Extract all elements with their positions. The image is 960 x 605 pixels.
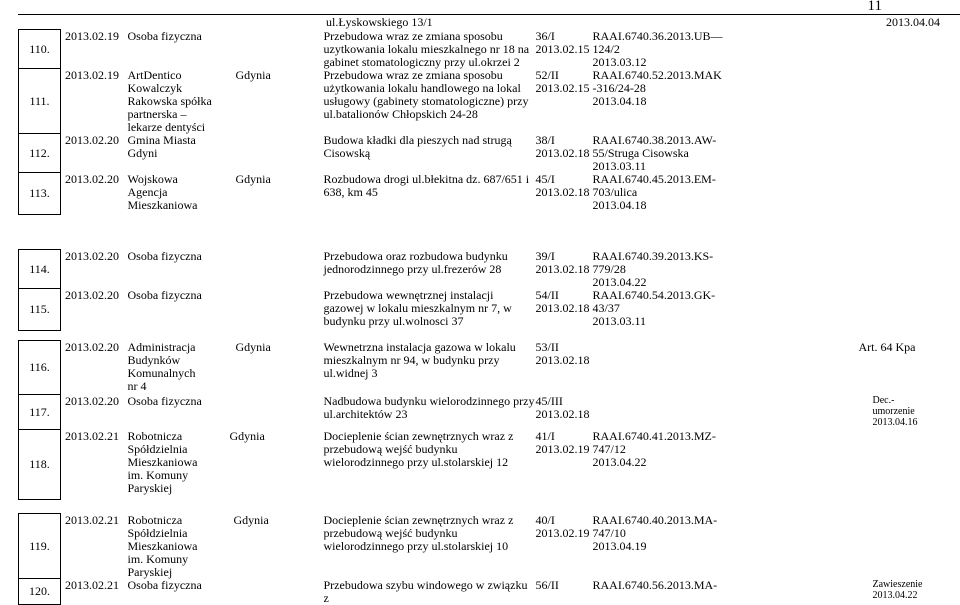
register-group-2 — [18, 249, 960, 331]
row-investor: Wojskowa Agencja Mieszkaniowa — [128, 173, 216, 215]
row-number: 114. — [19, 250, 61, 289]
row-description: Docieplenie ścian zewnętrznych wraz z przebudową wejść budynku wielorodzinnego przy ul.stolarskiej 10 — [324, 514, 536, 579]
header-date: 2013.04.04 — [886, 15, 940, 30]
row-note — [733, 134, 960, 173]
row-description: Przebudowa wraz ze zmiana sposobu uzytkowania lokalu mieszkalnego nr 18 na gabinet stomatologiczny przy ul.okrzei 2 — [324, 30, 536, 69]
row-sign: RAAI.6740.39.2013.KS- 779/28 2013.04.22 — [593, 250, 733, 289]
row-date: 2013.02.19 — [61, 69, 128, 134]
header-continuation — [326, 15, 960, 30]
row-investor: Administracja Budynków Komunalnych nr 4 — [128, 341, 216, 395]
row-date: 2013.02.20 — [61, 395, 128, 430]
row-ref: 56/II — [536, 579, 593, 605]
row-number: 112. — [19, 134, 61, 173]
row-date: 2013.02.21 — [61, 430, 128, 500]
row-ref: 52/II 2013.02.15 — [536, 69, 593, 134]
row-ref: 40/I 2013.02.19 — [536, 514, 593, 579]
row-date: 2013.02.20 — [61, 250, 128, 289]
row-note: Art. 64 Kpa — [733, 341, 960, 395]
row-ref: 39/I 2013.02.18 — [536, 250, 593, 289]
row-sign: RAAI.6740.36.2013.UB— 124/2 2013.03.12 — [593, 30, 733, 69]
table-row — [19, 430, 960, 500]
row-ref: 53/II 2013.02.18 — [536, 341, 593, 395]
row-description: Nadbudowa budynku wielorodzinnego przy ul.architektów 23 — [324, 395, 536, 430]
row-note — [733, 69, 960, 134]
row-sign: RAAI.6740.54.2013.GK- 43/37 2013.03.11 — [593, 289, 733, 331]
row-date: 2013.02.19 — [61, 30, 128, 69]
row-city — [216, 134, 324, 173]
row-ref: 41/I 2013.02.19 — [536, 430, 593, 500]
row-ref: 45/III 2013.02.18 — [536, 395, 593, 430]
row-sign: RAAI.6740.56.2013.MA- — [593, 579, 733, 605]
row-investor: Osoba fizyczna — [128, 395, 216, 430]
row-number: 111. — [19, 69, 61, 134]
row-date: 2013.02.20 — [61, 341, 128, 395]
row-description: Przebudowa wraz ze zmiana sposobu użytkowania lokalu handlowego na lokal usługowy (gabinety stomatologiczne) przy ul.batalionów Chłopskich 24-28 — [324, 69, 536, 134]
table-row — [19, 69, 960, 134]
row-investor: Gmina Miasta Gdyni — [128, 134, 216, 173]
row-date: 2013.02.20 — [61, 134, 128, 173]
row-city: Gdynia — [216, 430, 324, 500]
row-date: 2013.02.20 — [61, 173, 128, 215]
row-city: Gdynia — [216, 173, 324, 215]
row-note — [733, 250, 960, 289]
row-investor: Osoba fizyczna — [128, 30, 216, 69]
row-city — [216, 30, 324, 69]
row-investor: ArtDentico Kowalczyk Rakowska spółka partnerska – lekarze dentyści — [128, 69, 216, 134]
row-number: 116. — [19, 341, 61, 395]
row-sign — [593, 341, 733, 395]
row-description: Docieplenie ścian zewnętrznych wraz z przebudową wejść budynku wielorodzinnego przy ul.stolarskiej 12 — [324, 430, 536, 500]
row-investor: Robotnicza Spółdzielnia Mieszkaniowa im. Komuny Paryskiej — [128, 514, 216, 579]
row-description: Przebudowa oraz rozbudowa budynku jednorodzinnego przy ul.frezerów 28 — [324, 250, 536, 289]
row-note — [733, 514, 960, 579]
register-group-1 — [18, 29, 960, 215]
row-city: Gdynia — [216, 341, 324, 395]
row-description: Przebudowa wewnętrznej instalacji gazowej w lokalu mieszkalnym nr 7, w budynku przy ul.wolnosci 37 — [324, 289, 536, 331]
header-address: ul.Łyskowskiego 13/1 — [326, 15, 433, 29]
row-ref: 54/II 2013.02.18 — [536, 289, 593, 331]
row-ref: 38/I 2013.02.18 — [536, 134, 593, 173]
row-description: Budowa kładki dla pieszych nad strugą Cisowską — [324, 134, 536, 173]
table-row — [19, 514, 960, 579]
row-date: 2013.02.21 — [61, 514, 128, 579]
row-number: 115. — [19, 289, 61, 331]
row-city — [216, 289, 324, 331]
table-row — [19, 30, 960, 69]
row-note: Dec.- umorzenie 2013.04.16 — [733, 395, 960, 430]
row-description: Przebudowa szybu windowego w związku z — [324, 579, 536, 605]
row-city — [216, 395, 324, 430]
row-sign: RAAI.6740.41.2013.MZ- 747/12 2013.04.22 — [593, 430, 733, 500]
row-number: 117. — [19, 395, 61, 430]
page-number: 11 — [868, 0, 882, 15]
table-row — [19, 289, 960, 331]
table-row — [19, 395, 960, 430]
row-date: 2013.02.20 — [61, 289, 128, 331]
row-note — [733, 430, 960, 500]
row-description: Rozbudowa drogi ul.błekitna dz. 687/651 i 638, km 45 — [324, 173, 536, 215]
row-description: Wewnetrzna instalacja gazowa w lokalu mieszkalnym nr 94, w budynku przy ul.widnej 3 — [324, 341, 536, 395]
row-sign: RAAI.6740.40.2013.MA- 747/10 2013.04.19 — [593, 514, 733, 579]
row-sign: RAAI.6740.52.2013.MAK -316/24-28 2013.04.18 — [593, 69, 733, 134]
row-number: 113. — [19, 173, 61, 215]
row-sign — [593, 395, 733, 430]
table-row — [19, 341, 960, 395]
row-note — [733, 173, 960, 215]
row-ref: 36/I 2013.02.15 — [536, 30, 593, 69]
row-investor: Osoba fizyczna — [128, 250, 216, 289]
register-group-4 — [18, 513, 960, 605]
table-row — [19, 134, 960, 173]
row-sign: RAAI.6740.45.2013.EM- 703/ulica 2013.04.18 — [593, 173, 733, 215]
table-row — [19, 250, 960, 289]
row-note: Zawieszenie 2013.04.22 — [733, 579, 960, 605]
row-investor: Robotnicza Spółdzielnia Mieszkaniowa im. Komuny Paryskiej — [128, 430, 216, 500]
row-number: 118. — [19, 430, 61, 500]
row-investor: Osoba fizyczna — [128, 289, 216, 331]
row-number: 119. — [19, 514, 61, 579]
row-sign: RAAI.6740.38.2013.AW- 55/Struga Cisowska 2013.03.11 — [593, 134, 733, 173]
row-number: 120. — [19, 579, 61, 605]
row-date: 2013.02.21 — [61, 579, 128, 605]
row-investor: Osoba fizyczna — [128, 579, 216, 605]
register-group-3 — [18, 340, 960, 500]
row-note — [733, 289, 960, 331]
row-city — [216, 250, 324, 289]
row-note — [733, 30, 960, 69]
row-city: Gdynia — [216, 69, 324, 134]
row-number: 110. — [19, 30, 61, 69]
row-ref: 45/I 2013.02.18 — [536, 173, 593, 215]
row-city: Gdynia — [216, 514, 324, 579]
table-row — [19, 173, 960, 215]
